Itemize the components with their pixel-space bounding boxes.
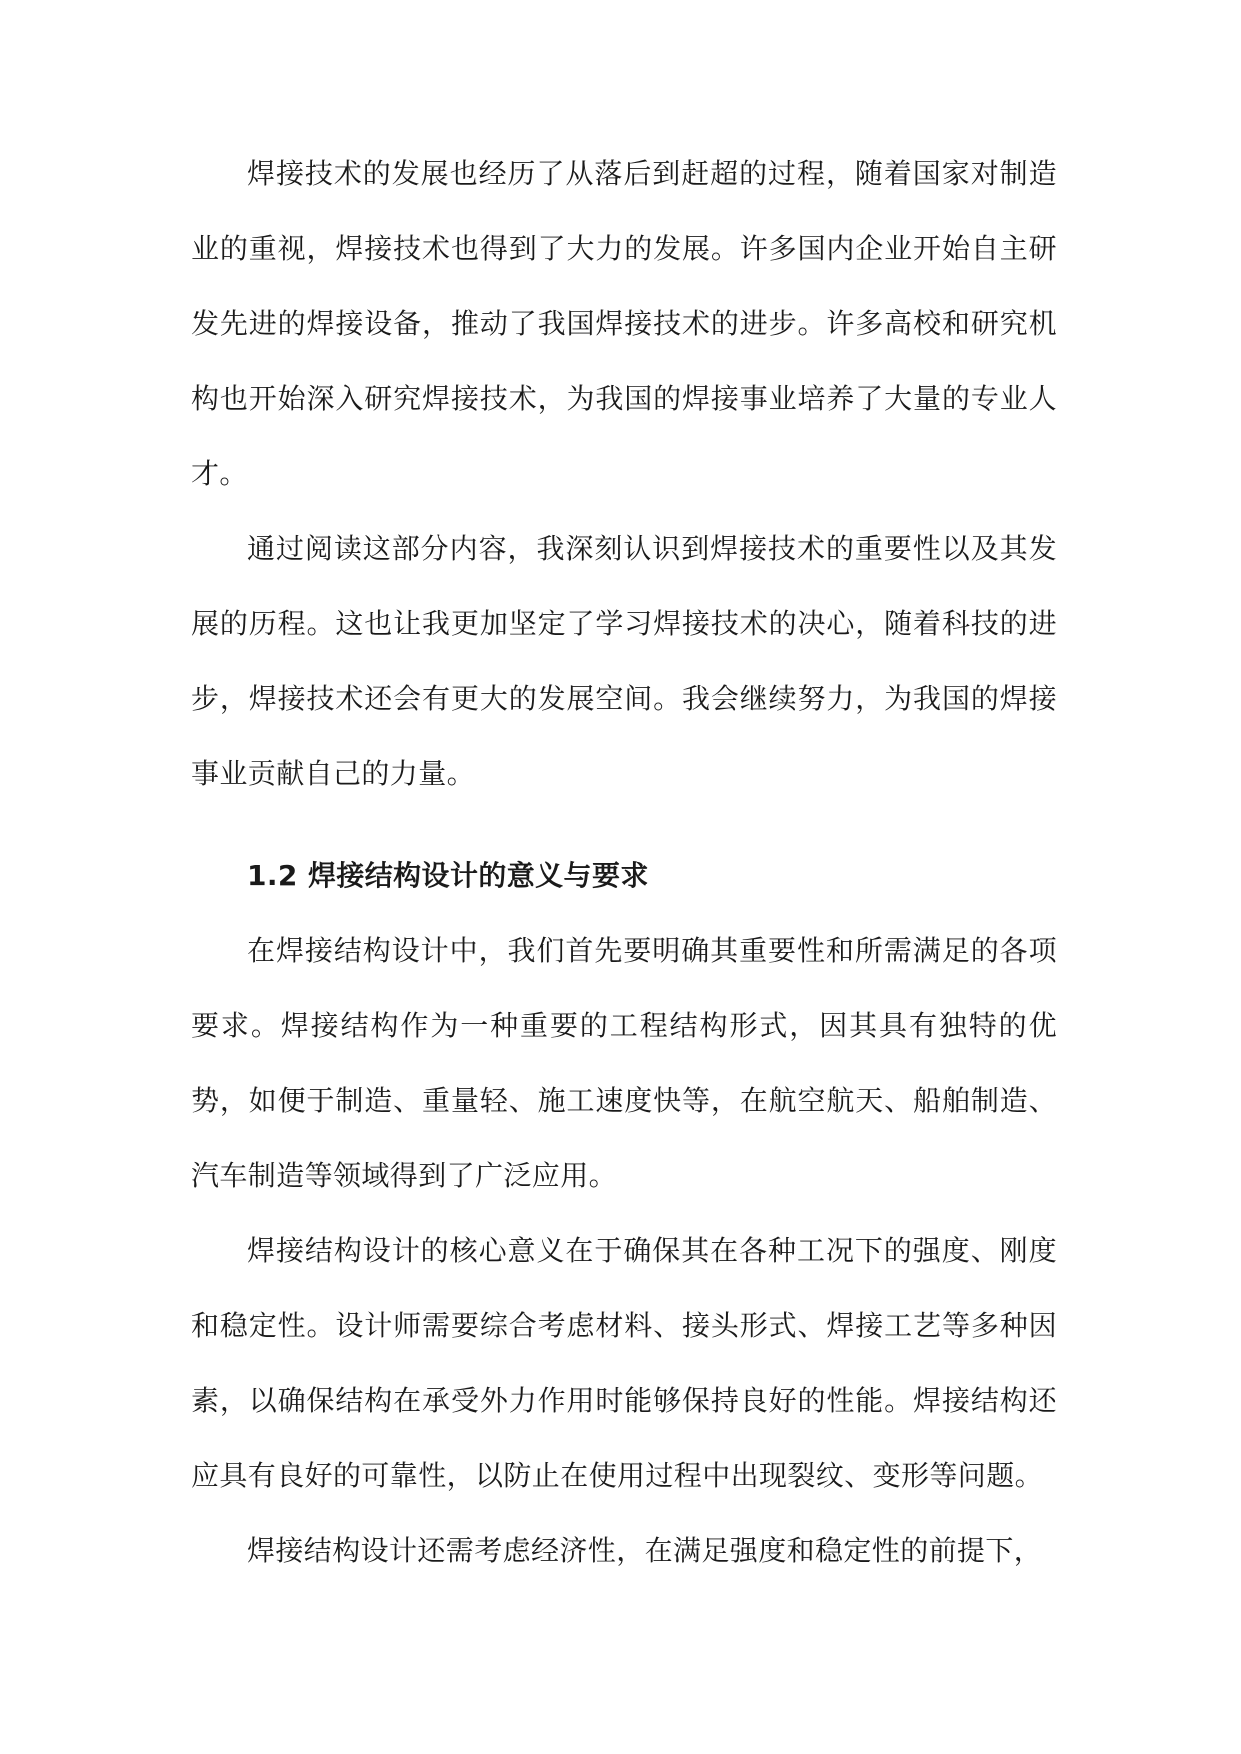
paragraph-reflection: 通过阅读这部分内容，我深刻认识到焊接技术的重要性以及其发展的历程。这也让我更加坚定了学习焊接技术的决心，随着科技的进步，焊接技术还会有更大的发展空间。我会继续努力，为我国的焊接事业贡献自己的力量。: [191, 532, 1057, 790]
paragraph-design-economy: 焊接结构设计还需考虑经济性，在满足强度和稳定性的前提下，: [247, 1534, 1043, 1567]
paragraph-design-core: 焊接结构设计的核心意义在于确保其在各种工况下的强度、刚度和稳定性。设计师需要综合考虑材料、接头形式、焊接工艺等多种因素，以确保结构在承受外力作用时能够保持良好的性能。焊接结构还应具有良好的可靠性，以防止在使用过程中出现裂纹、变形等问题。: [191, 1234, 1057, 1492]
section-heading: 1.2 焊接结构设计的意义与要求: [247, 859, 649, 892]
paragraph-welding-history: 焊接技术的发展也经历了从落后到赶超的过程，随着国家对制造业的重视，焊接技术也得到了大力的发展。许多国内企业开始自主研发先进的焊接设备，推动了我国焊接技术的进步。许多高校和研究机构也开始深入研究焊接技术，为我国的焊接事业培养了大量的专业人才。: [191, 157, 1057, 490]
document-body: [191, 136, 1057, 1588]
paragraph-design-requirements: 在焊接结构设计中，我们首先要明确其重要性和所需满足的各项要求。焊接结构作为一种重要的工程结构形式，因其具有独特的优势，如便于制造、重量轻、施工速度快等，在航空航天、船舶制造、汽车制造等领域得到了广泛应用。: [191, 934, 1057, 1192]
